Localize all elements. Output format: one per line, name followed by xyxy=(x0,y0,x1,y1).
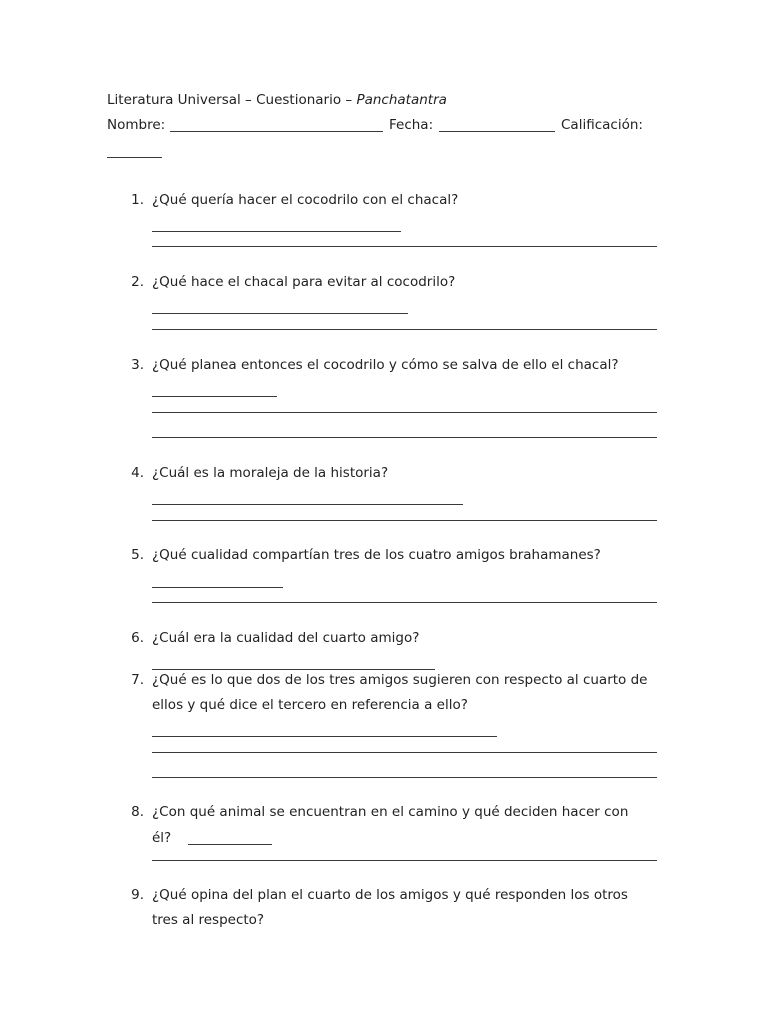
nombre-blank[interactable] xyxy=(170,131,383,132)
answer-line[interactable] xyxy=(152,602,657,603)
title-text: Literatura Universal – Cuestionario – xyxy=(107,92,357,108)
question-number: 7. xyxy=(131,672,144,688)
calificacion-blank[interactable] xyxy=(107,157,162,158)
answer-line[interactable] xyxy=(152,437,657,438)
answer-line[interactable] xyxy=(188,844,272,845)
answer-line[interactable] xyxy=(152,752,657,753)
question-number: 3. xyxy=(131,357,144,373)
question-text: ¿Cuál es la moraleja de la historia? xyxy=(152,465,389,481)
question-text: ¿Cuál era la cualidad del cuarto amigo? xyxy=(152,630,420,646)
question-number: 4. xyxy=(131,465,144,481)
question-number: 6. xyxy=(131,630,144,646)
question-number: 2. xyxy=(131,274,144,290)
answer-line[interactable] xyxy=(152,231,401,232)
answer-line[interactable] xyxy=(152,504,463,505)
calificacion-label: Calificación: xyxy=(561,117,643,133)
answer-line[interactable] xyxy=(152,246,657,247)
fecha-blank[interactable] xyxy=(439,131,555,132)
question-text-cont: ellos y qué dice el tercero en referencia a ello? xyxy=(152,697,468,713)
answer-line[interactable] xyxy=(152,329,657,330)
answer-line[interactable] xyxy=(152,736,497,737)
answer-line[interactable] xyxy=(152,520,657,521)
nombre-label: Nombre: xyxy=(107,117,166,133)
question-number: 9. xyxy=(131,887,144,903)
answer-line[interactable] xyxy=(152,396,277,397)
question-text: ¿Qué planea entonces el cocodrilo y cómo se salva de ello el chacal? xyxy=(152,357,619,373)
question-text: ¿Qué opina del plan el cuarto de los amigos y qué responden los otros xyxy=(152,887,628,903)
question-text-cont: tres al respecto? xyxy=(152,912,265,928)
question-text-cont: él? xyxy=(152,830,172,846)
question-text: ¿Qué cualidad compartían tres de los cuatro amigos brahamanes? xyxy=(152,547,601,563)
answer-line[interactable] xyxy=(152,777,657,778)
question-number: 8. xyxy=(131,804,144,820)
question-text: ¿Qué quería hacer el cocodrilo con el chacal? xyxy=(152,192,459,208)
question-number: 5. xyxy=(131,547,144,563)
answer-line[interactable] xyxy=(152,587,283,588)
question-number: 1. xyxy=(131,192,144,208)
question-text: ¿Qué hace el chacal para evitar al cocodrilo? xyxy=(152,274,456,290)
page-title xyxy=(107,92,447,108)
question-text: ¿Qué es lo que dos de los tres amigos sugieren con respecto al cuarto de xyxy=(152,672,648,688)
question-text: ¿Con qué animal se encuentran en el camino y qué deciden hacer con xyxy=(152,804,629,820)
title-italic: Panchatantra xyxy=(356,92,447,108)
answer-line[interactable] xyxy=(152,860,657,861)
answer-line[interactable] xyxy=(152,412,657,413)
answer-line[interactable] xyxy=(152,313,408,314)
fecha-label: Fecha: xyxy=(389,117,434,133)
answer-line[interactable] xyxy=(152,669,435,670)
